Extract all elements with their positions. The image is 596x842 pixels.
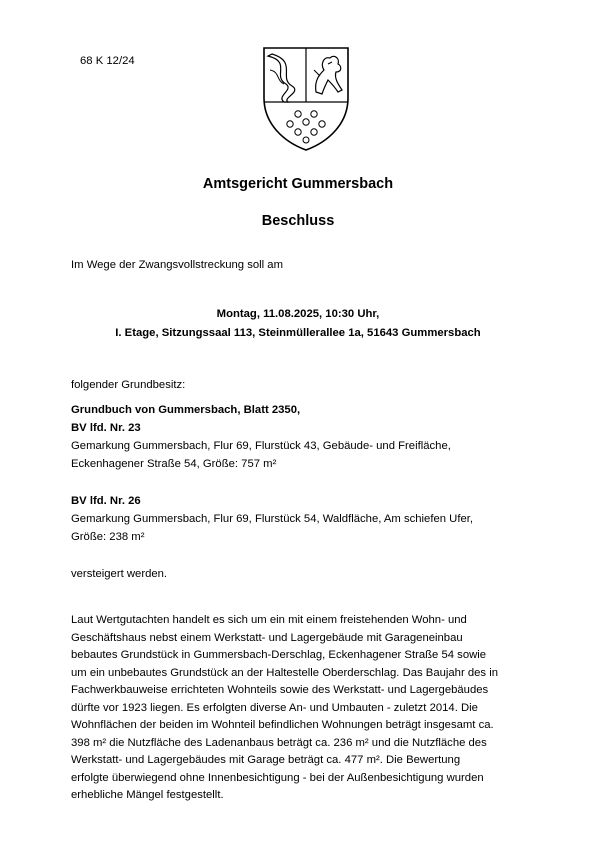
paragraph-line: dürfte vor 1923 liegen. Es erfolgten diverse An- und Umbauten - zuletzt 2014. Die — [71, 701, 478, 714]
intro-text: Im Wege der Zwangsvollstreckung soll am — [71, 259, 284, 271]
bv1-description: Gemarkung Gummersbach, Flur 69, Flurstück 43, Gebäude- und Freifläche, — [71, 440, 451, 452]
paragraph-line: 398 m² die Nutzfläche des Ladenanbaus beträgt ca. 236 m² und die Nutzfläche des — [71, 736, 487, 749]
paragraph-line: Werkstatt- und Lagergebäudes mit Garage beträgt ca. 477 m². Die Bewertung — [71, 754, 461, 766]
nrw-coat-of-arms-icon — [258, 40, 354, 152]
bv1-size: Eckenhagener Straße 54, Größe: 757 m² — [71, 458, 277, 470]
court-name: Amtsgericht Gummersbach — [202, 176, 394, 192]
bv2-size: Größe: 238 m² — [71, 531, 145, 543]
paragraph-line: erfolgte überwiegend ohne Innenbesichtigung - bei der Außenbesichtigung wurden — [71, 771, 484, 784]
file-number: 68 K 12/24 — [80, 55, 135, 67]
paragraph-line: Wohnflächen der beiden im Wohnteil befindlichen Wohnungen beträgt insgesamt ca. — [71, 719, 494, 731]
auction-date-time: Montag, 11.08.2025, 10:30 Uhr, — [216, 308, 380, 320]
land-register-entry: Grundbuch von Gummersbach, Blatt 2350, — [71, 404, 301, 416]
paragraph-line: bebautes Grundstück in Gummersbach-Derschlag, Eckenhagener Straße 54 sowie — [71, 649, 487, 661]
paragraph-line: Laut Wertgutachten handelt es sich um ein mit einem freistehenden Wohn- und — [71, 614, 467, 626]
paragraph-line: Geschäftshaus nebst einem Werkstatt- und Lagergebäude mit Garageneinbau — [71, 631, 463, 644]
paragraph-line: Fachwerkbauweise errichteten Wohnteils sowie des Werkstatt- und Lagergebäudes — [71, 684, 489, 696]
bv2-description: Gemarkung Gummersbach, Flur 69, Flurstück 54, Waldfläche, Am schiefen Ufer, — [71, 513, 474, 525]
auction-location: I. Etage, Sitzungssaal 113, Steinmüllerallee 1a, 51643 Gummersbach — [115, 327, 481, 339]
bv1-heading: BV lfd. Nr. 23 — [71, 422, 141, 434]
bv2-heading: BV lfd. Nr. 26 — [71, 495, 141, 507]
document-title: Beschluss — [261, 213, 335, 229]
paragraph-line: erhebliche Mängel festgestellt. — [71, 789, 224, 801]
following-text: folgender Grundbesitz: — [71, 379, 186, 391]
paragraph-line: um ein unbebautes Grundstück an der Haltestelle Oberderschlag. Das Baujahr des in — [71, 666, 499, 679]
valuation-paragraph — [71, 612, 498, 805]
auctioned-text: versteigert werden. — [71, 568, 168, 580]
